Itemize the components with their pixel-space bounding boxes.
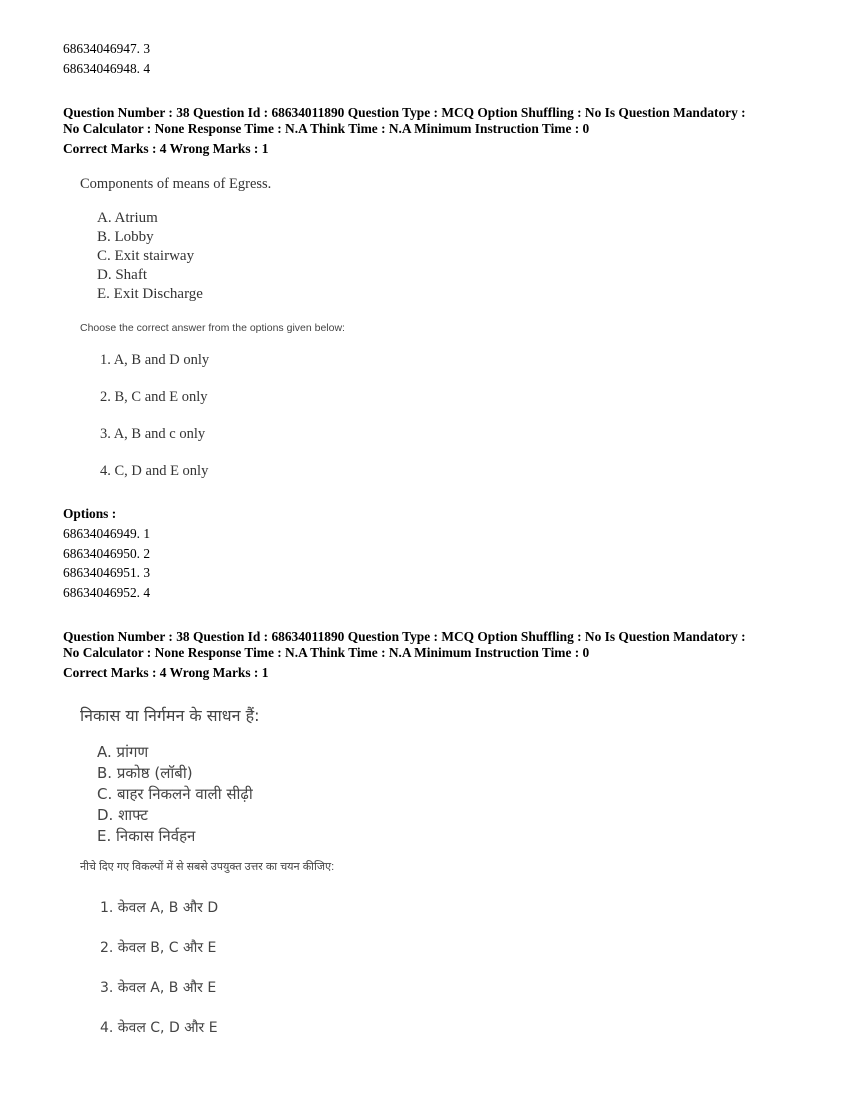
q2-instruction: नीचे दिए गए विकल्पों में से सबसे उपयुक्त उत्तर का चयन कीजिए:: [80, 861, 335, 873]
q1-option-4: 68634046952. 4: [63, 585, 151, 600]
q2-item-e: E. निकास निर्वहन: [97, 827, 196, 845]
q2-choice-3: 3. केवल A, B और E: [100, 980, 217, 996]
q2-marks: Correct Marks : 4 Wrong Marks : 1: [63, 665, 269, 680]
q2-question-image: [80, 704, 530, 1058]
q2-item-b: B. प्रकोष्ठ (लॉबी): [97, 764, 193, 782]
q1-item-b: B. Lobby: [97, 229, 154, 245]
q2-meta-line1: Question Number : 38 Question Id : 68634011890 Question Type : MCQ Option Shuffling : No Is Question Mandatory :: [63, 629, 746, 644]
q2-item-a: A. प्रांगण: [97, 743, 149, 761]
q1-item-c: C. Exit stairway: [97, 248, 195, 264]
q1-marks: Correct Marks : 4 Wrong Marks : 1: [63, 141, 269, 156]
q1-option-2: 68634046950. 2: [63, 546, 151, 561]
q1-choice-4: 4. C, D and E only: [100, 463, 209, 479]
q1-item-e: E. Exit Discharge: [97, 286, 203, 302]
q2-question-title: निकास या निर्गमन के साधन हैं:: [80, 706, 260, 725]
q2-item-d: D. शाफ्ट: [97, 806, 148, 824]
q1-meta-line1: Question Number : 38 Question Id : 68634011890 Question Type : MCQ Option Shuffling : No Is Question Mandatory :: [63, 105, 746, 120]
q1-option-1: 68634046949. 1: [63, 526, 151, 541]
q1-question-image: [80, 176, 480, 500]
q1-instruction: Choose the correct answer from the options given below:: [80, 322, 345, 334]
q2-choice-2: 2. केवल B, C और E: [100, 940, 217, 956]
q1-choice-3: 3. A, B and c only: [100, 426, 206, 442]
q1-item-a: A. Atrium: [97, 210, 158, 226]
q2-item-c: C. बाहर निकलने वाली सीढ़ी: [97, 785, 253, 803]
q1-meta-line2: No Calculator : None Response Time : N.A Think Time : N.A Minimum Instruction Time : 0: [63, 121, 590, 136]
q1-question-title: Components of means of Egress.: [80, 176, 272, 192]
prev-option-1: 68634046947. 3: [63, 41, 151, 56]
q2-choice-4: 4. केवल C, D और E: [100, 1020, 218, 1036]
q1-options-label: Options :: [63, 506, 117, 521]
q1-choice-2: 2. B, C and E only: [100, 389, 208, 405]
q1-option-3: 68634046951. 3: [63, 565, 151, 580]
prev-option-2: 68634046948. 4: [63, 61, 151, 76]
q1-choice-1: 1. A, B and D only: [100, 352, 210, 368]
q2-choice-1: 1. केवल A, B और D: [100, 900, 219, 916]
q1-item-d: D. Shaft: [97, 267, 147, 283]
q2-meta-line2: No Calculator : None Response Time : N.A Think Time : N.A Minimum Instruction Time : 0: [63, 645, 590, 660]
